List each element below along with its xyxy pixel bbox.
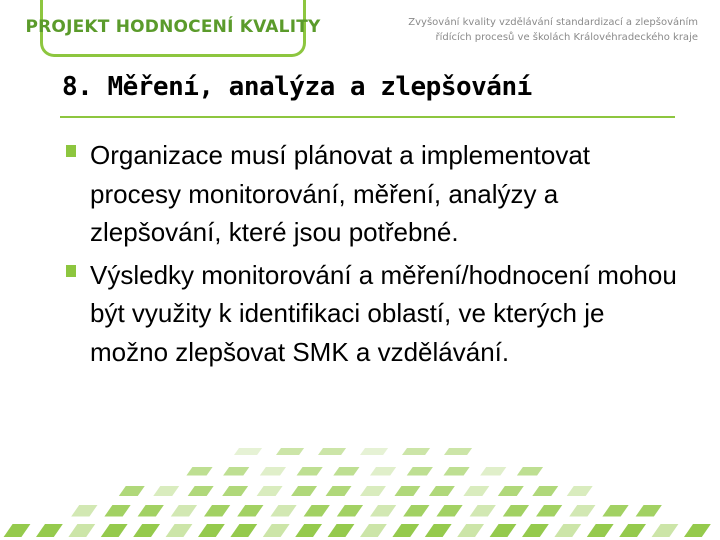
chevron-bar (370, 505, 396, 517)
project-badge (25, 0, 321, 57)
bullet-item (66, 256, 686, 372)
chevron-bar (133, 524, 160, 537)
chevron-bar (425, 524, 452, 537)
chevron-bar (138, 505, 164, 517)
bullet-text: Výsledky monitorování a měření/hodnocení mohou být využity k identifikaci oblastí, ve kterých je možno zlepšovat SMK a vzdělávání. (90, 259, 677, 367)
chevron-bar (188, 486, 214, 496)
chevron-bar (402, 448, 430, 455)
chevron-bar (295, 524, 322, 537)
chevron-bar (257, 486, 283, 496)
chevron-bar (276, 448, 304, 455)
chevron-bar (222, 486, 248, 496)
chevron-bar (68, 524, 95, 537)
chevron-bar (498, 486, 524, 496)
chevron-bar (470, 505, 496, 517)
chevron-bar (684, 524, 711, 537)
chevron-bar (4, 524, 31, 537)
project-badge-text: PROJEKT HODNOCENÍ KVALITY (25, 17, 321, 37)
chevron-bar (522, 524, 549, 537)
chevron-bar (360, 524, 387, 537)
chevron-bar (71, 505, 97, 517)
chevron-bar (304, 505, 330, 517)
chevron-bar (394, 486, 420, 496)
chevron-bar (490, 524, 517, 537)
chevron-bar (186, 467, 212, 476)
chevron-bar (166, 524, 193, 537)
chevron-bar (153, 486, 179, 496)
chevron-bar (517, 467, 543, 476)
chevron-bar (333, 467, 359, 476)
chevron-bar (569, 505, 595, 517)
chevron-bar (171, 505, 197, 517)
chevron-bar (429, 486, 455, 496)
chevron-bar (602, 505, 628, 517)
chevron-bar (270, 505, 296, 517)
bullet-list (66, 136, 686, 375)
chevron-bar (444, 448, 472, 455)
chevron-bar (326, 486, 352, 496)
chevron-bar (403, 505, 429, 517)
chevron-bar (360, 486, 386, 496)
chevron-bar (567, 486, 593, 496)
chevron-bar (443, 467, 469, 476)
bullet-item (66, 136, 686, 252)
chevron-bar (263, 524, 290, 537)
chevron-bar (480, 467, 506, 476)
chevron-bar (337, 505, 363, 517)
bullet-marker-icon (66, 145, 76, 157)
chevron-bar (297, 467, 323, 476)
chevron-bar (503, 505, 529, 517)
chevron-bar (198, 524, 225, 537)
chevron-bar (101, 524, 128, 537)
project-subtitle-line-2: řídících procesů ve školách Královéhradeckého kraje (435, 32, 698, 43)
chevron-bar (260, 467, 286, 476)
chevron-bar (237, 505, 263, 517)
chevron-bar (291, 486, 317, 496)
chevron-bar (360, 448, 388, 455)
chevron-bar (463, 486, 489, 496)
chevron-bar (230, 524, 257, 537)
bullet-text: Organizace musí plánovat a implementovat procesy monitorování, měření, analýzy a zlepšování, které jsou potřebné. (90, 140, 591, 247)
chevron-bar (370, 467, 396, 476)
chevron-bar (204, 505, 230, 517)
chevron-bar (223, 467, 249, 476)
chevron-bar (554, 524, 581, 537)
chevron-bar (457, 524, 484, 537)
chevron-shapes (4, 448, 711, 537)
chevron-bar (436, 505, 462, 517)
chevron-bar (104, 505, 130, 517)
bullet-marker-icon (66, 265, 76, 277)
chevron-bar (36, 524, 63, 537)
chevron-bar (636, 505, 662, 517)
chevron-bar (318, 448, 346, 455)
chevron-bar (328, 524, 355, 537)
chevron-bar (652, 524, 679, 537)
chevron-bar (619, 524, 646, 537)
chevron-bar (119, 486, 145, 496)
chevron-bar (532, 486, 558, 496)
chevron-bar (536, 505, 562, 517)
chevron-bar (234, 448, 262, 455)
chevron-bar (392, 524, 419, 537)
project-subtitle (398, 15, 698, 45)
chevron-bar (587, 524, 614, 537)
slide-title: 8. Měření, analýza a zlepšování (62, 72, 532, 102)
decorative-chevron-pattern (0, 430, 720, 540)
chevron-bar (407, 467, 433, 476)
title-divider (60, 116, 675, 118)
project-subtitle-line-1: Zvyšování kvality vzdělávání standardizací a zlepšováním (408, 17, 698, 28)
